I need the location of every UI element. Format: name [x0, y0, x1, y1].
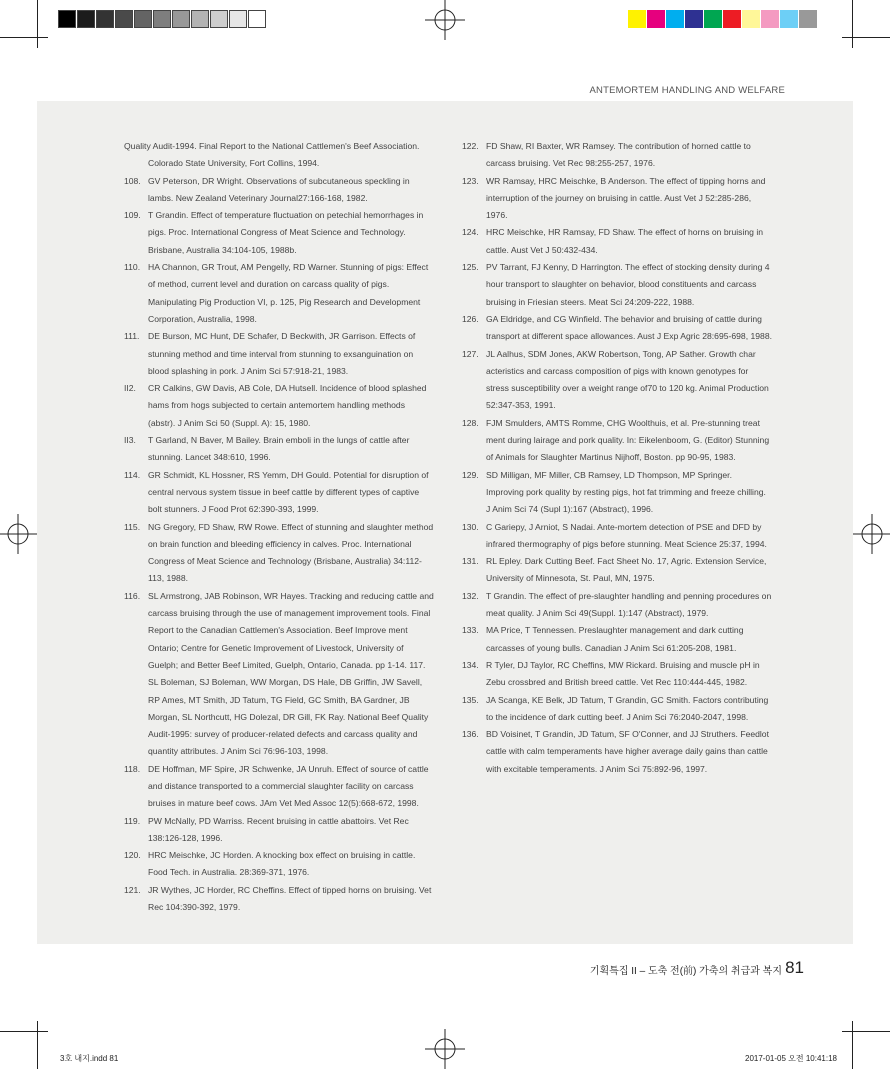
reference-number: 110.	[124, 262, 141, 273]
reference-number: 129.	[462, 469, 479, 480]
reference-text: JA Scanga, KE Belk, JD Tatum, T Grandin, GC Smith. Factors contributing to the incidence of dark cutting beef. J Anim Sci 76:2040-2047, 1998.	[486, 694, 769, 722]
reference-item	[462, 224, 772, 259]
crop-mark	[0, 1031, 48, 1032]
color-swatch	[780, 10, 798, 28]
color-swatch	[77, 10, 95, 28]
reference-text: C Gariepy, J Arniot, S Nadai. Ante-mortem detection of PSE and DFD by infrared thermography of pigs before stunning. Meat Science 25:37, 1994.	[486, 521, 767, 549]
references-right-column	[462, 138, 772, 778]
registration-mark-right	[850, 514, 890, 554]
slug-timestamp: 2017-01-05 오전 10:41:18	[745, 1054, 837, 1063]
reference-text: CR Calkins, GW Davis, AB Cole, DA Hutsell. Incidence of blood splashed hams from hogs subjected to certain antemortem handling methods (abstr). J Anim Sci 50 (Suppl. A): 15, 1980.	[148, 383, 427, 428]
reference-number: 123.	[462, 175, 479, 186]
reference-text: Quality Audit-1994. Final Report to the National Cattlemen's Beef Association. Colorado State University, Fort Collins, 1994.	[124, 141, 420, 169]
reference-item	[462, 519, 772, 554]
reference-text: T Grandin. The effect of pre-slaughter handling and penning procedures on meat quality. J Anim Sci 49(Suppl. 1):147 (Abstract), 1979.	[486, 590, 772, 619]
reference-text: JL Aalhus, SDM Jones, AKW Robertson, Tong, AP Sather. Growth char acteristics and carcass composition of pigs with known genotypes for stress susceptibility over a weight range of70 to 120 kg. Animal Production 52:347-353, 1991.	[486, 348, 769, 411]
slug-file-name: 3호 내지.indd 81	[60, 1054, 119, 1063]
color-swatch	[666, 10, 684, 28]
reference-number: 122.	[462, 141, 479, 151]
reference-item	[462, 173, 772, 225]
registration-mark-left	[0, 514, 40, 554]
reference-text: DE Burson, MC Hunt, DE Schafer, D Beckwith, JR Garrison. Effects of stunning method and time interval from stunning to exsanguination on blood splashing in pork. J Anim Sci 57:918-21, 1983.	[148, 331, 416, 376]
reference-item	[462, 259, 772, 311]
reference-item	[462, 553, 772, 588]
reference-item	[124, 173, 434, 208]
crop-mark	[852, 0, 853, 48]
reference-text: HRC Meischke, JC Horden. A knocking box effect on bruising in cattle. Food Tech. in Australia. 28:369-371, 1976.	[148, 850, 416, 878]
reference-number: 124.	[462, 227, 479, 238]
reference-item	[124, 761, 434, 813]
page-number: 81	[785, 958, 804, 977]
color-swatch	[115, 10, 133, 28]
reference-text: T Garland, N Baver, M Bailey. Brain emboli in the lungs of cattle after stunning. Lancet 348:610, 1996.	[148, 435, 410, 463]
reference-number: 127.	[462, 348, 479, 359]
crop-mark	[37, 1021, 38, 1069]
reference-text: T Grandin. Effect of temperature fluctuation on petechial hemorrhages in pigs. Proc. International Congress of Meat Science and Technology. Brisbane, Australia 34:104-105, 1988b.	[148, 210, 424, 255]
references-left-column	[124, 138, 434, 916]
color-swatch	[628, 10, 646, 28]
reference-text: GV Peterson, DR Wright. Observations of subcutaneous speckling in lambs. New Zealand Veterinary Journal27:166-168, 1982.	[148, 175, 410, 203]
reference-item	[462, 138, 772, 173]
reference-item	[462, 588, 772, 623]
color-swatch	[761, 10, 779, 28]
reference-number: 121.	[124, 884, 141, 895]
reference-text: GA Eldridge, and CG Winfield. The behavior and bruising of cattle during transport at different space allowances. Aust J Exp Agric 28:695-698, 1988.	[486, 313, 772, 342]
color-swatch	[191, 10, 209, 28]
footer-section-title: 기획특집 II – 도축 전(前) 가축의 취급과 복지	[589, 966, 782, 977]
reference-number: 125.	[462, 262, 479, 273]
reference-text: SL Armstrong, JAB Robinson, WR Hayes. Tracking and reducing cattle and carcass bruising through the use of management improvement tools. Final Report to the Canadian Cattlemen's Association. Beef Improve ment Ontario; Centre for Genetic Improvement of Livestock, University of Guelph; and Better Beef Limited, Guelph, Ontario, Canada. pp 1-14. 117. SL Boleman, SJ Boleman, WW Morgan, DS Hale, DB Griffin, JW Savell, RP Ames, MT Smith, JD Tatum, TG Field, GC Smith, BA Gardner, JB Morgan, SL Northcutt, HG Dolezal, DR Gill, FK Ray. National Beef Quality Audit-1995: survey of producer-related defects and carcass quality and quantity attributes. J Anim Sci 76:96-103, 1998.	[148, 590, 434, 757]
reference-text: NG Gregory, FD Shaw, RW Rowe. Effect of stunning and slaughter method on brain function and bleeding efficiency in calves. Proc. International Congress of Meat Science and Technology (Brisbane, Australia) 34:112-113, 1988.	[148, 521, 434, 584]
reference-number: 111.	[124, 331, 140, 342]
reference-text: PV Tarrant, FJ Kenny, D Harrington. The effect of stocking density during 4 hour transport to slaughter on behavior, blood constituents and carcass bruising in Friesian steers. Meat Sci 24:209-222, 1988.	[486, 262, 770, 307]
reference-text: DE Hoffman, MF Spire, JR Schwenke, JA Unruh. Effect of source of cattle and distance transported to a commercial slaughter facility on carcass bruises in mature beef cows. JAm Vet Med Assoc 12(5):668-672, 1998.	[148, 763, 429, 809]
reference-text: RL Epley. Dark Cutting Beef. Fact Sheet No. 17, Agric. Extension Service, University of Minnesota, St. Paul, MN, 1975.	[486, 556, 767, 584]
reference-number: 131.	[462, 556, 479, 567]
reference-text: HA Channon, GR Trout, AM Pengelly, RD Warner. Stunning of pigs: Effect of method, current level and duration on carcass quality of pigs. Manipulating Pig Production VI, p. 125, Pig Research and Development Corporation, Australia, 1998.	[148, 262, 429, 324]
reference-number: II2.	[124, 383, 136, 394]
color-swatch	[229, 10, 247, 28]
crop-mark	[37, 0, 38, 48]
reference-item	[124, 432, 434, 467]
color-swatch	[799, 10, 817, 28]
reference-number: 133.	[462, 625, 479, 636]
crop-mark	[842, 37, 890, 38]
reference-text: FJM Smulders, AMTS Romme, CHG Woolthuis, et al. Pre-stunning treat ment during lairage and pork quality. In: Eikelenboom, G. (Editor) Stunning of Animals for Slaughter Martinus Nijhoff, Boston. pp 90-95, 1983.	[486, 417, 770, 463]
reference-item	[462, 467, 772, 519]
color-swatch	[248, 10, 266, 28]
color-swatch	[134, 10, 152, 28]
registration-mark-bottom	[425, 1029, 465, 1069]
reference-number: 119.	[124, 815, 141, 826]
registration-mark-top	[425, 0, 465, 40]
reference-text: JR Wythes, JC Horder, RC Cheffins. Effect of tipped horns on bruising. Vet Rec 104:390-392, 1979.	[148, 884, 432, 913]
reference-text: GR Schmidt, KL Hossner, RS Yemm, DH Gould. Potential for disruption of central nervous system tissue in beef cattle by different types of captive bolt stunners. J Food Prot 62:390-393, 1999.	[148, 469, 429, 515]
reference-item	[462, 622, 772, 657]
color-swatch	[96, 10, 114, 28]
reference-item	[124, 519, 434, 588]
reference-text: SD Milligan, MF Miller, CB Ramsey, LD Thompson, MP Springer. Improving pork quality by resting pigs, hot fat trimming and freeze chilling. J Anim Sci 74 (Supl 1):167 (Abstract), 1996.	[486, 469, 766, 515]
reference-item	[124, 588, 434, 761]
reference-item	[462, 657, 772, 692]
reference-item	[124, 259, 434, 328]
reference-text: BD Voisinet, T Grandin, JD Tatum, SF O'Conner, and JJ Struthers. Feedlot cattle with calm temperaments have higher average daily gains than cattle with excitable temperaments. J Anim Sci 75:892-96, 1997.	[486, 729, 769, 774]
reference-number: 120.	[124, 850, 141, 861]
reference-number: 136.	[462, 729, 479, 740]
reference-item	[124, 467, 434, 519]
reference-item	[124, 847, 434, 882]
reference-number: 134.	[462, 659, 479, 670]
reference-text: FD Shaw, RI Baxter, WR Ramsey. The contribution of horned cattle to carcass bruising. Vet Rec 98:255-257, 1976.	[486, 141, 751, 169]
reference-text: R Tyler, DJ Taylor, RC Cheffins, MW Rickard. Bruising and muscle pH in Zebu crossbred and British breed cattle. Vet Rec 110:444-445, 1982.	[486, 659, 760, 688]
crop-mark	[0, 37, 48, 38]
reference-item	[462, 311, 772, 346]
reference-item	[462, 692, 772, 727]
reference-item	[124, 328, 434, 380]
color-swatch	[172, 10, 190, 28]
reference-item	[462, 346, 772, 415]
reference-item	[124, 138, 434, 173]
reference-item	[124, 882, 434, 917]
running-head: ANTEMORTEM HANDLING AND WELFARE	[589, 85, 785, 96]
color-swatch	[210, 10, 228, 28]
color-swatch	[742, 10, 760, 28]
reference-number: 132.	[462, 590, 479, 601]
reference-item	[462, 726, 772, 778]
reference-number: 108.	[124, 175, 141, 186]
reference-number: 128.	[462, 417, 479, 428]
color-swatch	[153, 10, 171, 28]
reference-number: 135.	[462, 694, 479, 705]
color-swatch	[58, 10, 76, 28]
reference-item	[124, 207, 434, 259]
reference-number: 126.	[462, 313, 479, 324]
crop-mark	[852, 1021, 853, 1069]
color-swatch	[704, 10, 722, 28]
color-swatch	[647, 10, 665, 28]
reference-text: WR Ramsay, HRC Meischke, B Anderson. The effect of tipping horns and interruption of the journey on bruising in cattle. Aust Vet J 52:285-286, 1976.	[486, 175, 766, 221]
reference-text: MA Price, T Tennessen. Preslaughter management and dark cutting carcasses of young bulls. Canadian J Anim Sci 61:205-208, 1981.	[486, 625, 744, 653]
reference-number: 115.	[124, 521, 141, 532]
reference-number: 118.	[124, 763, 141, 774]
reference-number: 130.	[462, 521, 479, 532]
reference-number: 114.	[124, 469, 141, 480]
crop-mark	[842, 1031, 890, 1032]
reference-item	[124, 380, 434, 432]
reference-number: 116.	[124, 590, 141, 601]
color-swatch	[723, 10, 741, 28]
reference-number: 109.	[124, 210, 141, 221]
reference-item	[124, 813, 434, 848]
reference-number: II3.	[124, 435, 136, 446]
reference-item	[462, 415, 772, 467]
reference-text: PW McNally, PD Warriss. Recent bruising in cattle abattoirs. Vet Rec 138:126-128, 1996.	[148, 815, 409, 843]
reference-text: HRC Meischke, HR Ramsay, FD Shaw. The effect of horns on bruising in cattle. Aust Vet J 50:432-434.	[486, 227, 764, 255]
color-swatch	[685, 10, 703, 28]
